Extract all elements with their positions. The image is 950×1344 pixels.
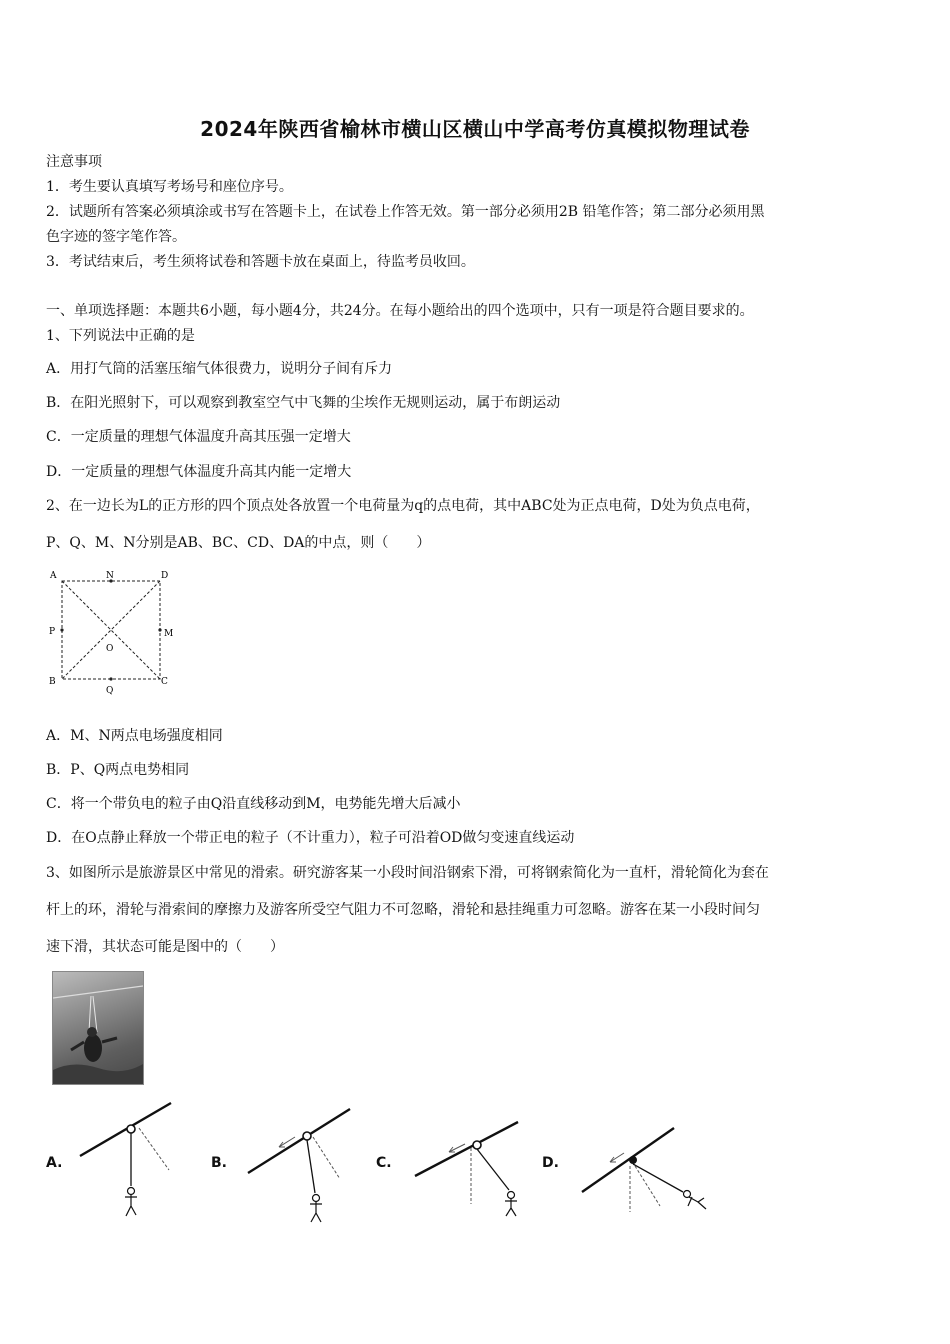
q3-stem-line1: 3、如图所示是旅游景区中常见的滑索。研究游客某一小段时间沿钢索下滑，可将钢索简化为一直杆，滑轮简化为套在 xyxy=(46,865,769,881)
q2-stem-line1: 2、在一边长为L的正方形的四个顶点处各放置一个电荷量为q的点电荷，其中ABC处为正点电荷，D处为负点电荷， xyxy=(46,498,760,514)
q3-stem-line2: 杆上的环，滑轮与滑索间的摩擦力及游客所受空气阻力不可忽略，滑轮和悬挂绳重力可忽略。游客在某一小段时间匀 xyxy=(46,902,760,918)
label-p: P xyxy=(49,627,56,637)
zipline-photo xyxy=(52,971,144,1085)
label-a: A xyxy=(50,571,57,581)
label-c: C xyxy=(161,677,168,687)
q2-stem-line2: P、Q、M、N分别是AB、BC、CD、DA的中点，则（ ） xyxy=(46,535,431,551)
label-m: M xyxy=(164,629,174,639)
rope xyxy=(477,1149,509,1190)
exam-title: 2024年陕西省榆林市横山区横山中学高考仿真模拟物理试卷 xyxy=(200,117,750,141)
q3-option-c-label: C. xyxy=(376,1155,392,1171)
rider-figure xyxy=(505,1192,517,1217)
q1-stem: 1、下列说法中正确的是 xyxy=(46,328,195,344)
label-n: N xyxy=(106,571,114,581)
notice-heading: 注意事项 xyxy=(46,154,102,170)
q1-option-b: B．在阳光照射下，可以观察到教室空气中飞舞的尘埃作无规则运动，属于布朗运动 xyxy=(46,395,561,411)
q2-option-b: B．P、Q两点电势相同 xyxy=(46,762,190,778)
point-q xyxy=(109,677,112,680)
notice-item-1: 1．考生要认真填写考场号和座位序号。 xyxy=(46,179,293,195)
q1-option-c: C．一定质量的理想气体温度升高其压强一定增大 xyxy=(46,429,351,445)
point-m xyxy=(158,628,161,631)
label-o: O xyxy=(106,644,114,654)
label-d: D xyxy=(161,571,169,581)
q3-option-c-diagram xyxy=(413,1118,523,1222)
notice-item-3: 3．考试结束后，考生须将试卷和答题卡放在桌面上，待监考员收回。 xyxy=(46,254,475,270)
rope xyxy=(633,1164,683,1192)
q2-square-figure xyxy=(44,566,184,696)
q2-option-d: D．在O点静止释放一个带正电的粒子（不计重力），粒子可沿着OD做匀变速直线运动 xyxy=(46,830,575,846)
q3-option-b-diagram xyxy=(245,1103,355,1227)
rider-figure xyxy=(310,1195,322,1223)
zipline-photo-image xyxy=(53,972,143,1084)
label-b: B xyxy=(49,677,56,687)
point-p xyxy=(60,628,63,631)
q2-option-a: A．M、N两点电场强度相同 xyxy=(46,728,223,744)
rider-figure xyxy=(684,1191,707,1210)
q1-option-a: A．用打气筒的活塞压缩气体很费力，说明分子间有斥力 xyxy=(46,361,393,377)
q3-stem-line3: 速下滑，其状态可能是图中的（ ） xyxy=(46,939,284,955)
section-heading: 一、单项选择题：本题共6小题，每小题4分，共24分。在每小题给出的四个选项中，只有一项是符合题目要求的。 xyxy=(46,303,754,319)
rider-figure xyxy=(125,1188,137,1217)
q3-option-b-label: B. xyxy=(211,1155,227,1171)
pulley xyxy=(629,1156,637,1164)
q3-option-d-label: D. xyxy=(542,1155,559,1171)
q3-option-a-label: A. xyxy=(46,1155,63,1171)
q3-option-d-diagram xyxy=(580,1118,720,1222)
pulley xyxy=(473,1141,481,1149)
pulley xyxy=(303,1132,311,1140)
q1-option-d: D．一定质量的理想气体温度升高其内能一定增大 xyxy=(46,464,352,480)
notice-item-2: 2．试题所有答案必须填涂或书写在答题卡上，在试卷上作答无效。第一部分必须用2B 铅笔作答；第二部分必须用黑 xyxy=(46,204,765,220)
pulley xyxy=(127,1125,135,1133)
reference-line xyxy=(313,1137,340,1179)
q3-option-a-diagram xyxy=(75,1098,185,1222)
cable xyxy=(248,1109,350,1173)
rope xyxy=(307,1140,315,1193)
cable xyxy=(582,1128,674,1192)
motion-arrow xyxy=(610,1153,624,1162)
q2-option-c: C．将一个带负电的粒子由Q沿直线移动到M，电势能先增大后减小 xyxy=(46,796,461,812)
cable xyxy=(80,1103,171,1156)
reference-line xyxy=(139,1128,169,1170)
cable xyxy=(415,1122,518,1176)
label-q: Q xyxy=(106,686,114,696)
notice-item-2-cont: 色字迹的签字笔作答。 xyxy=(46,229,186,245)
